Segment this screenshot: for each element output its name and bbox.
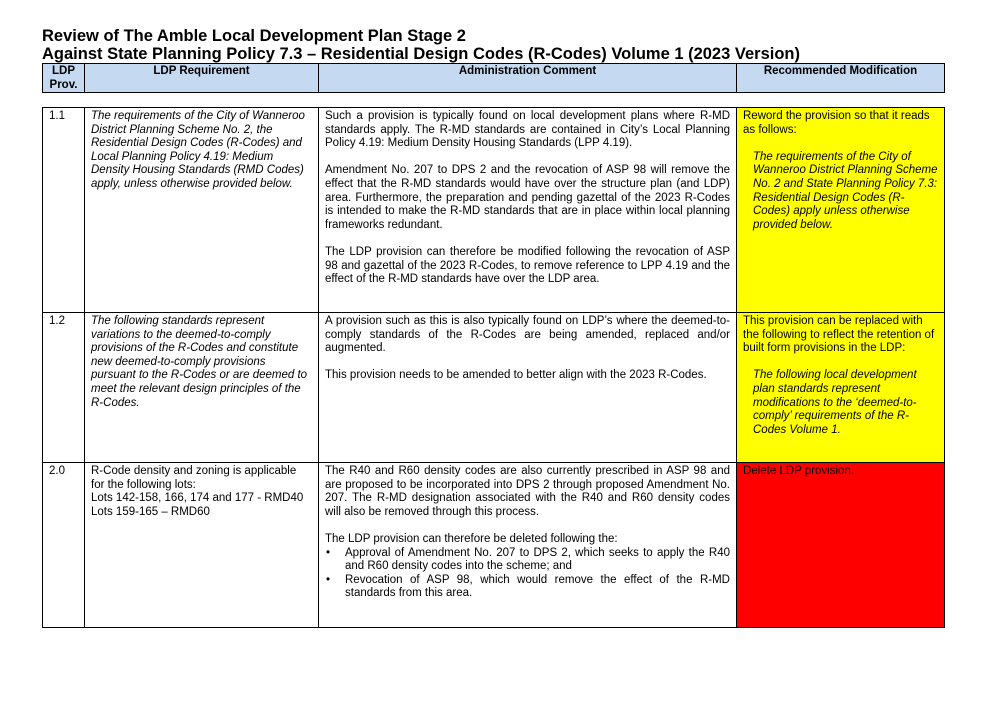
prov-number: 1.2: [43, 313, 85, 463]
administration-comment: [319, 463, 737, 628]
comment-paragraph: The R40 and R60 density codes are also currently prescribed in ASP 98 and are proposed to be incorporated into DPS 2 through proposed Amendment No. 207. The R-MD designation associated with the R40 and R60 density codes will also be removed through this process.: [325, 465, 730, 518]
header-administration-comment: Administration Comment: [319, 64, 737, 93]
modification-intro: Reword the provision so that it reads as follows:: [743, 110, 930, 136]
comment-paragraph: This provision needs to be amended to better align with the 2023 R-Codes.: [325, 369, 707, 382]
comment-bullet-list: [325, 547, 730, 601]
review-table: [42, 107, 945, 628]
table-row: [43, 108, 945, 313]
header-recommended-modification: Recommended Modification: [737, 64, 945, 93]
comment-paragraph: Amendment No. 207 to DPS 2 and the revocation of ASP 98 will remove the effect that the R-MD standards would have over the structure plan (and LDP) area. Furthermore, the preparation and pending gazettal of the 2023 R-Codes is intended to make the R-MD standards that are in place within local planning frameworks redundant.: [325, 164, 730, 231]
header-ldp-requirement: LDP Requirement: [85, 64, 319, 93]
modification-quote: The following local development plan standards represent modifications to the ‘deemed-to-comply’ requirements of the R-Codes Volume 1.: [753, 369, 917, 436]
header-table: [42, 63, 945, 93]
header-ldp-prov: LDP Prov.: [43, 64, 85, 93]
recommended-modification: [737, 313, 945, 463]
comment-paragraph: The LDP provision can therefore be deleted following the:: [325, 532, 618, 545]
recommended-modification: [737, 108, 945, 313]
page-subtitle: Against State Planning Policy 7.3 – Residential Design Codes (R-Codes) Volume 1 (2023 Version): [42, 45, 800, 63]
requirement-line: Lots 159-165 – RMD60: [91, 505, 210, 518]
ldp-requirement: The requirements of the City of Wanneroo District Planning Scheme No. 2, the Residential Design Codes (R-Codes) and Local Planning Policy 4.19: Medium Density Housing Standards (RMD Codes) apply, unless otherwise provided below.: [85, 108, 319, 313]
administration-comment: [319, 313, 737, 463]
ldp-requirement: [85, 463, 319, 628]
requirement-line: Lots 142-158, 166, 174 and 177 - RMD40: [91, 492, 304, 505]
administration-comment: [319, 108, 737, 313]
table-row: [43, 463, 945, 628]
page-title: Review of The Amble Local Development Plan Stage 2: [42, 27, 466, 45]
table-row: [43, 313, 945, 463]
list-item: • Approval of Amendment No. 207 to DPS 2, which seeks to apply the R40 and R60 density codes into the scheme; and: [345, 547, 730, 574]
comment-paragraph: The LDP provision can therefore be modified following the revocation of ASP 98 and gazettal of the 2023 R-Codes, to remove reference to LPP 4.19 and the effect of the R-MD standards have over the LDP area.: [325, 245, 730, 286]
prov-number: 1.1: [43, 108, 85, 313]
requirement-line: R-Code density and zoning is applicable for the following lots:: [91, 465, 297, 491]
modification-intro: This provision can be replaced with the following to reflect the retention of built form provisions in the LDP:: [743, 315, 935, 355]
recommended-modification: [737, 463, 945, 628]
comment-paragraph: A provision such as this is also typically found on LDP’s where the deemed-to-comply standards of the R-Codes are being amended, replaced and/or augmented.: [325, 315, 730, 355]
list-item: • Revocation of ASP 98, which would remove the effect of the R-MD standards from this area.: [345, 574, 730, 601]
modification-quote: The requirements of the City of Wanneroo District Planning Scheme No. 2 and State Planning Policy 7.3: Residential Design Codes (R-Codes) apply unless otherwise provided below.: [753, 150, 938, 231]
comment-paragraph: Such a provision is typically found on local development plans where R-MD standards apply. The R-MD standards are contained in City’s Local Planning Policy 4.19: Medium Density Housing Standards (LPP 4.19).: [325, 110, 730, 150]
ldp-requirement: The following standards represent variations to the deemed-to-comply provisions of the R-Codes and constitute new deemed-to-comply provisions pursuant to the R-Codes or are deemed to meet the relevant design principles of the R-Codes.: [85, 313, 319, 463]
prov-number: 2.0: [43, 463, 85, 628]
modification-text: Delete LDP provision.: [743, 465, 855, 477]
